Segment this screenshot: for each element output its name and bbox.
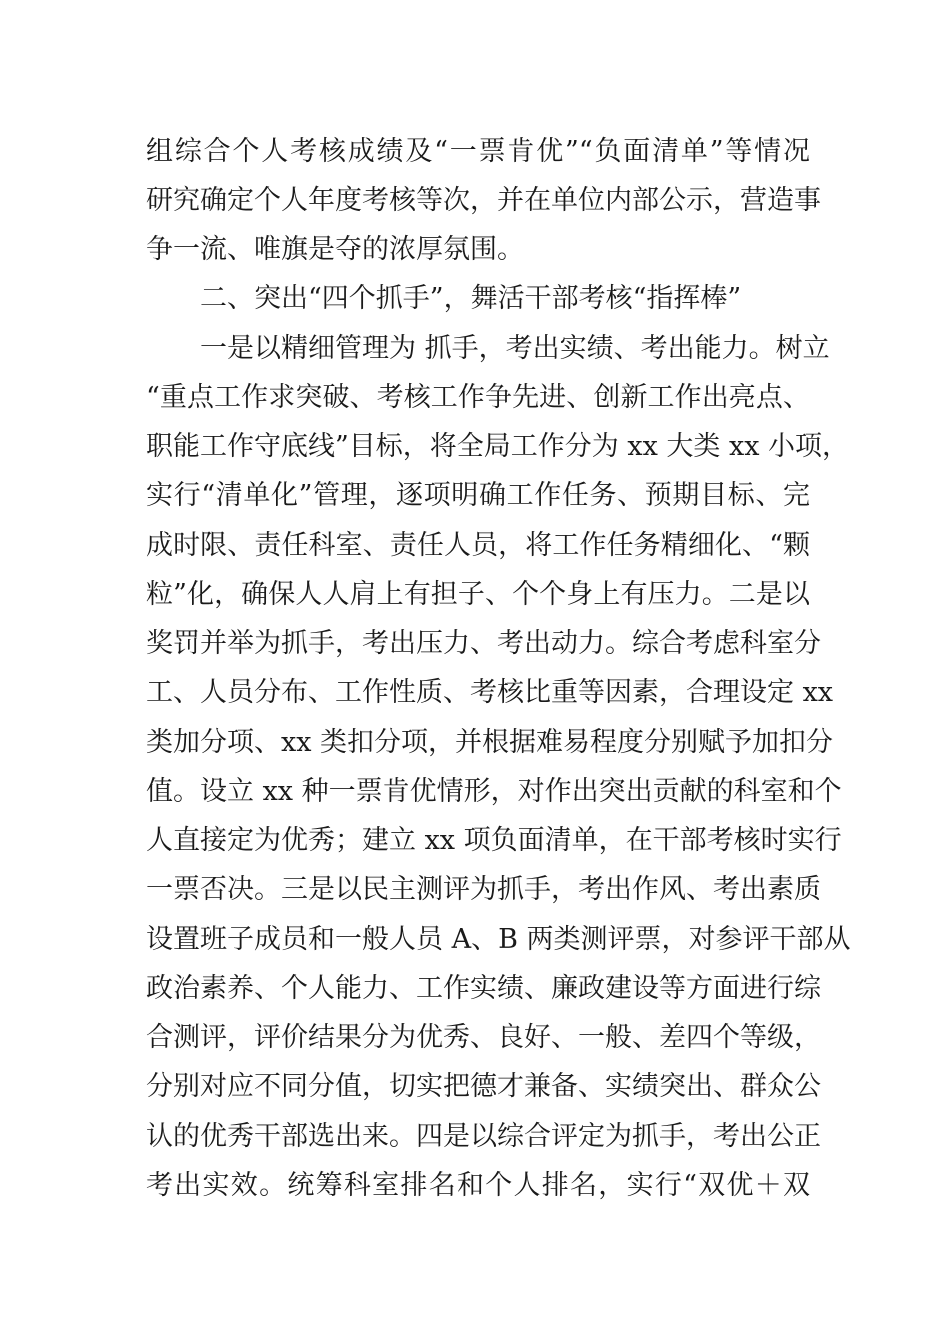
text-line-18: 政治素养、个人能力、工作实绩、廉政建设等方面进行综 xyxy=(146,973,821,1004)
text-line-10: 粒”化，确保人人肩上有担子、个个身上有压力。二是以 xyxy=(146,579,810,610)
text-line-12: 工、人员分布、工作性质、考核比重等因素，合理设定 xx xyxy=(146,677,834,708)
text-line-13: 类加分项、xx 类扣分项，并根据难易程度分别赋予加扣分 xyxy=(146,727,834,758)
text-line-14: 值。设立 xx 种一票肯优情形，对作出突出贡献的科室和个 xyxy=(146,776,842,807)
text-line-2: 研究确定个人年度考核等次，并在单位内部公示，营造事 xyxy=(146,185,821,216)
text-line-7: 职能工作守底线”目标，将全局工作分为 xx 大类 xx 小项， xyxy=(146,431,850,462)
text-line-17: 设置班子成员和一般人员 A、B 两类测评票，对参评干部从 xyxy=(146,924,851,955)
text-line-22: 考出实效。统筹科室排名和个人排名，实行“双优＋双 xyxy=(146,1170,810,1201)
text-line-20: 分别对应不同分值，切实把德才兼备、实绩突出、群众公 xyxy=(146,1071,821,1102)
text-line-8: 实行“清单化”管理，逐项明确工作任务、预期目标、完 xyxy=(146,480,810,511)
text-line-15: 人直接定为优秀；建立 xx 项负面清单，在干部考核时实行 xyxy=(146,825,842,856)
text-line-19: 合测评，评价结果分为优秀、良好、一般、差四个等级， xyxy=(146,1022,821,1053)
text-line-11: 奖罚并举为抓手，考出压力、考出动力。综合考虑科室分 xyxy=(146,628,821,659)
text-line-5: 一是以精细管理为 抓手，考出实绩、考出能力。树立 xyxy=(200,333,830,364)
text-line-6: “重点工作求突破、考核工作争先进、创新工作出亮点、 xyxy=(146,382,810,413)
text-line-21: 认的优秀干部选出来。四是以综合评定为抓手，考出公正 xyxy=(146,1121,821,1152)
text-line-3: 争一流、唯旗是夺的浓厚氛围。 xyxy=(146,234,524,265)
text-line-16: 一票否决。三是以民主测评为抓手，考出作风、考出素质 xyxy=(146,874,821,905)
text-line-1: 组综合个人考核成绩及“一票肯优”“负面清单”等情况 xyxy=(146,136,810,167)
section-heading: 二、突出“四个抓手”，舞活干部考核“指挥棒” xyxy=(200,283,742,314)
text-line-9: 成时限、责任科室、责任人员，将工作任务精细化、“颗 xyxy=(146,530,810,561)
